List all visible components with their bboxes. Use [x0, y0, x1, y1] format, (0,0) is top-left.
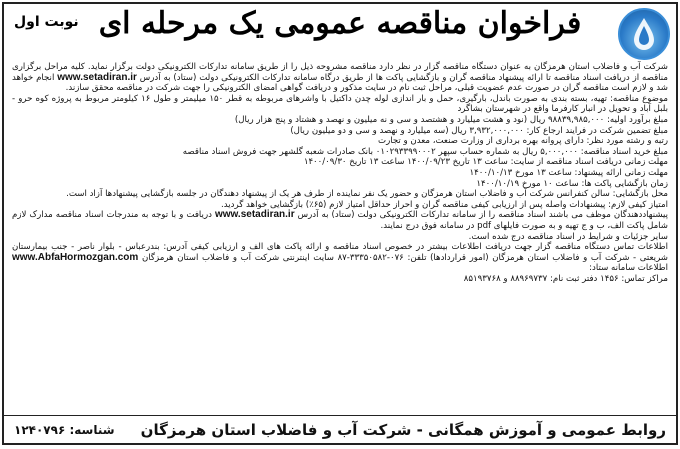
- notice-header: [4, 4, 676, 62]
- guarantee-line: مبلغ تضمین شرکت در فرایند ارجاع کار: ۳,۹۳۲,۰۰۰,۰۰۰ ریال (سه میلیارد و نهصد و سی و دو میلیون ریال): [290, 125, 668, 136]
- bidder-obligation-line: پیشنهاددهندگان موظف می باشند اسناد مناقصه را از سامانه تدارکات الکترونیکی دولت (ستاد) به آدرس www.setadiran.ir دریافت و با توجه به مندرجات اسناد مناقصه مدارک لازم شامل پاکت الف، ب و ج تهیه و به صورت فایلهای pdf در سامانه فوق درج نمایند.: [12, 209, 668, 231]
- abfa-link[interactable]: www.AbfaHormozgan.com: [12, 251, 139, 263]
- document-price-line: مبلغ خرید اسناد مناقصه: ۵,۰۰۰,۰۰۰ ریال به شماره حساب سپهر ۰۱۰۲۹۳۳۹۹۰۰۰۲ بانک صادرات شعبه گلشهر جهت فروش اسناد مناقصه: [182, 146, 668, 157]
- setad-link-2[interactable]: www.setadiran.ir: [214, 209, 295, 221]
- subject-line: موضوع مناقصه: تهیه، بسته بندی به صورت باندل، بارگیری، حمل و بار اندازی لوله چدن داکتیل با واشرهای مربوطه به قطر ۱۵۰ میلیمتر و طول ۱۶ کیلومتر مربوط به پروژه کوه حرو - بلبل آباد و تحویل در انبار کارفرما واقع در شهرستان بشاگرد: [12, 93, 668, 115]
- tender-notice: [2, 2, 678, 445]
- intro-paragraph: شرکت آب و فاضلاب استان هرمزگان به عنوان دستگاه مناقصه گزار در نظر دارد مناقصه مشروحه ذیل را از طریق سامانه تدارکات الکترونیکی دولت برگزار نماید. کلیه مراحل برگزاری مناقصه از دریافت اسناد مناقصه تا ارائه پیشنهاد مناقصه گران و بازگشایی پاکت ها از طریق درگاه سامانه تدارکات الکترونیکی دولت (ستاد) به آدرس www.setadiran.ir انجام خواهد شد و لازم است مناقصه گران در صورت عدم عضویت قبلی، مراحل ثبت نام در سایت مذکور و دریافت گواهی امضای الکترونیکی را جهت شرکت در مناقصه محقق سازند.: [12, 62, 668, 94]
- contact-line: اطلاعات تماس دستگاه مناقصه گزار جهت دریافت اطلاعات بیشتر در خصوص اسناد مناقصه و ارائه پاکت های الف و ارزیابی کیفی آدرس: بندرعباس - بلوار ناصر - جنب بیمارستان شریعتی - شرکت آب و فاضلاب استان هرمزگان (امور قراردادها) تلفن: ۰۷۶-۳۳۳۵۰۵۸۲-۸۷ سایت اینترنتی شرکت آب و فاضلاب استان هرمزگان www.AbfaHormozgan.com اطلاعات سامانه ستاد:: [12, 242, 669, 274]
- details-line: سایر جزئیات و شرایط در اسناد مناقصه درج شده است.: [468, 231, 668, 242]
- notice-title: فراخوان مناقصه عمومی یک مرحله ای: [98, 6, 582, 41]
- notice-body: [4, 62, 676, 284]
- opening-place-line: محل بازگشایی: سالن کنفرانس شرکت آب و فاضلاب استان هرمزگان و حضور یک نفر نماینده از طرف هر یک از پیشنهاد دهندگان در جلسه بازگشایی پیشنهادها آزاد است.: [66, 189, 668, 200]
- footer-id: شناسه: ۱۲۴۰۷۹۶: [14, 422, 115, 437]
- notice-footer: [4, 415, 676, 443]
- document-deadline-line: مهلت زمانی دریافت اسناد مناقصه از سایت: ساعت ۱۳ تاریخ ۱۴۰۰/۰۹/۲۳ ساعت ۱۳ تاریخ ۱۴۰۰/۰۹/۳۰: [303, 157, 668, 168]
- grade-line: رتبه و رشته مورد نظر: دارای پروانه بهره برداری از وزارت صنعت، معدن و تجارت: [378, 136, 668, 147]
- round-label: نوبت اول: [14, 14, 79, 30]
- call-center-line: مراکز تماس: ۱۴۵۶ دفتر ثبت نام: ۸۸۹۶۹۷۳۷ و ۸۵۱۹۳۷۶۸: [463, 273, 668, 284]
- submission-deadline-line: مهلت زمانی ارائه پیشنهاد: ساعت ۱۳ مورخ ۱۴۰۰/۱۰/۱۳: [469, 167, 668, 178]
- estimate-line: مبلغ برآورد اولیه: ۹۸۸۳۹,۹۸۵,۰۰۰ ریال (نود و هشت میلیارد و هشتصد و سی و نه میلیون و نهصد و هشتاد و پنج هزار ریال): [234, 114, 668, 125]
- quality-score-line: امتیاز کیفی لازم: پیشنهادات واصله پس از ارزیابی کیفی مناقصه گران و احراز حداقل امتیاز لازم (۶۵٪) بازگشایی خواهد گردید.: [221, 199, 668, 210]
- water-drop-logo-icon: [618, 8, 670, 60]
- setad-link[interactable]: www.setadiran.ir: [57, 71, 137, 83]
- footer-organization: روابط عمومی و آموزش همگانی - شرکت آب و فاضلاب استان هرمزگان: [140, 420, 666, 439]
- opening-time-line: زمان بازگشایی پاکت ها: ساعت ۱۰ مورخ ۱۴۰۰/۱۰/۱۹: [476, 178, 668, 189]
